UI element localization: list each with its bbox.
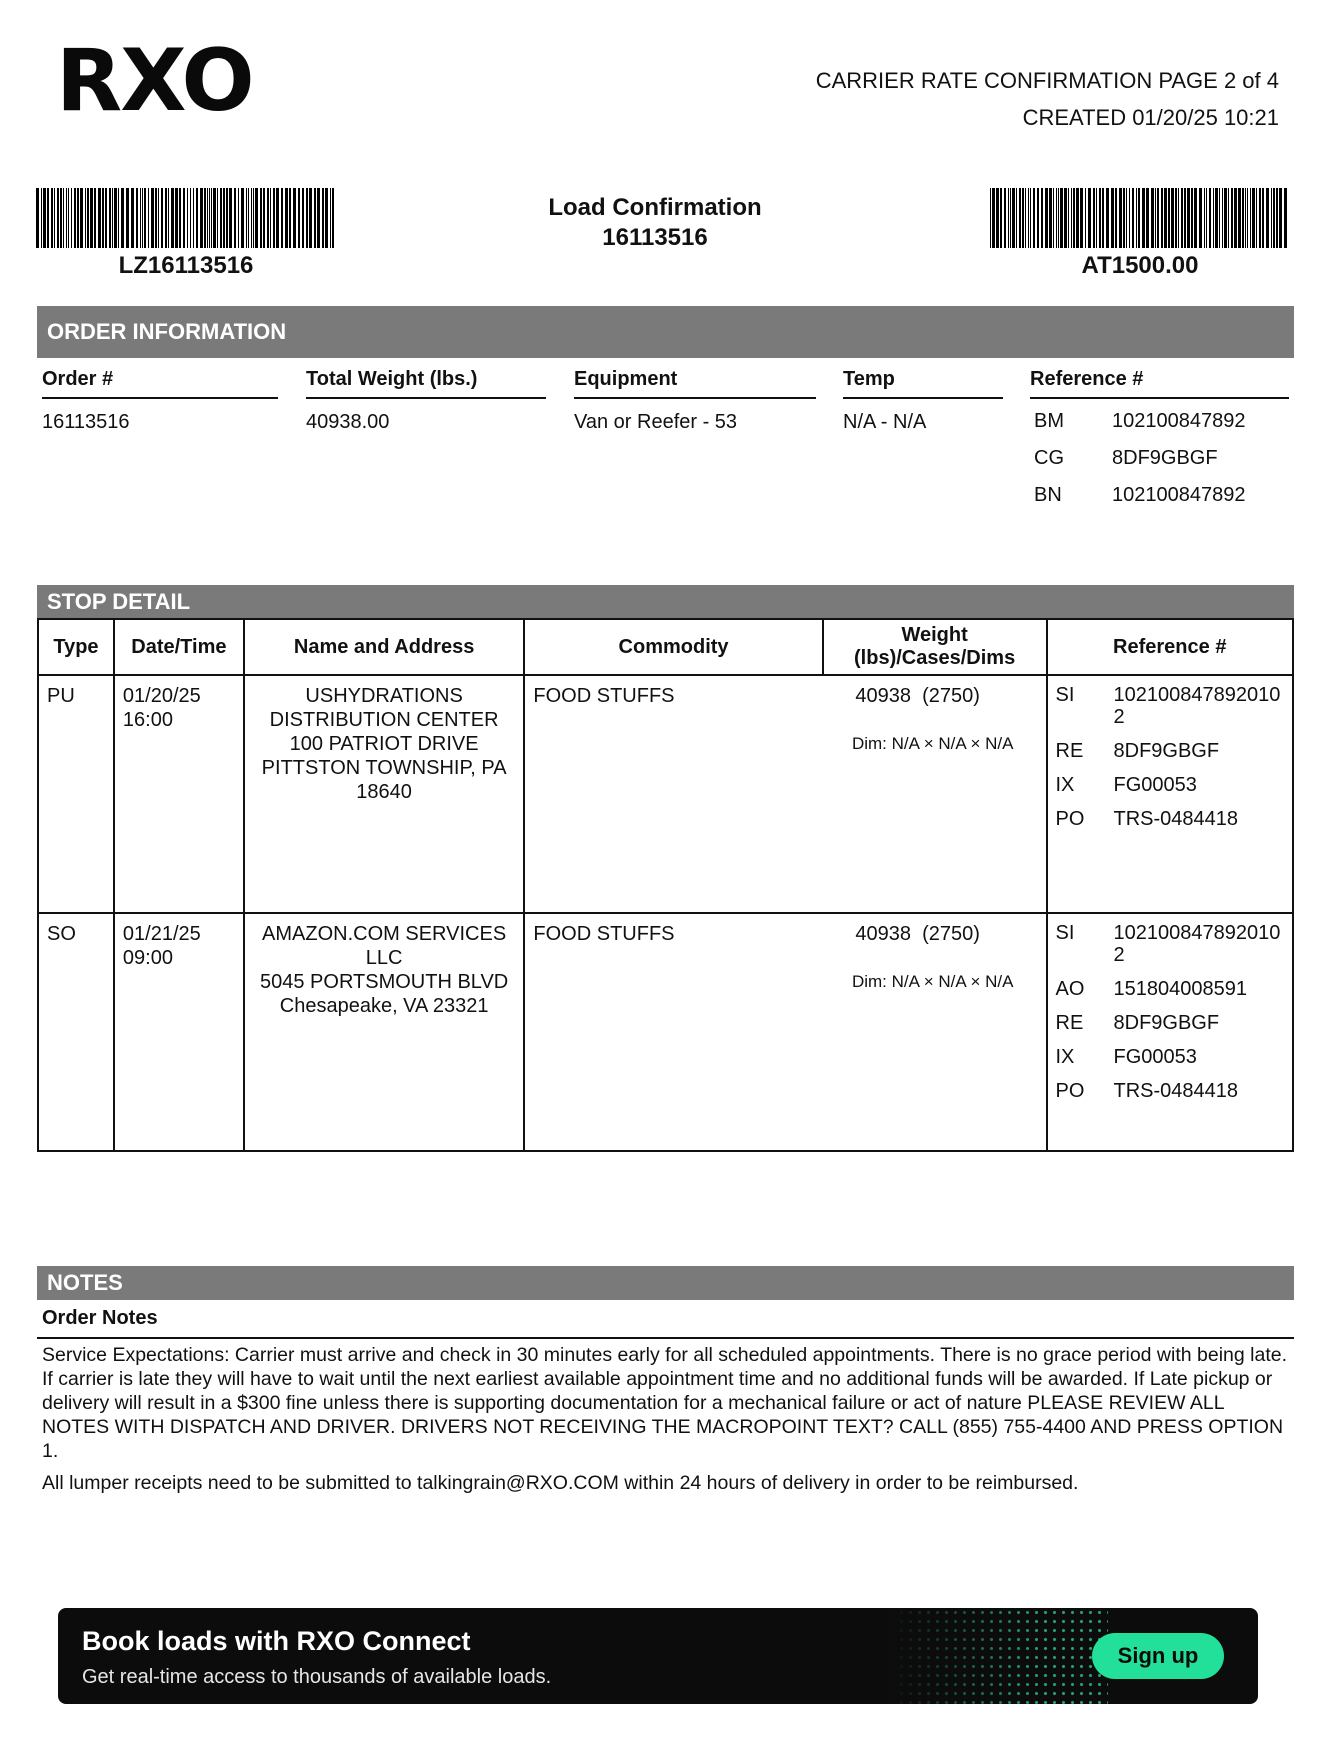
order-notes-label: Order Notes bbox=[42, 1307, 158, 1329]
equipment-column bbox=[574, 368, 816, 434]
notes-paragraph: All lumper receipts need to be submitted to talkingrain@RXO.COM within 24 hours of delivery in order to be reimbursed. bbox=[42, 1472, 1079, 1494]
temp-column bbox=[843, 368, 1003, 434]
stop-name-address bbox=[244, 675, 525, 913]
order-number-header: Order # bbox=[42, 368, 278, 399]
page-title: CARRIER RATE CONFIRMATION PAGE 2 of 4 bbox=[815, 68, 1279, 93]
order-notes-text bbox=[42, 1343, 1292, 1503]
reference-value: 1021008478920102 bbox=[1113, 684, 1281, 728]
sign-up-button[interactable]: Sign up bbox=[1092, 1633, 1224, 1679]
address-line: Chesapeake, VA 23321 bbox=[279, 995, 489, 1017]
col-header-weight bbox=[823, 619, 1047, 675]
reference-value: 1021008478920102 bbox=[1113, 922, 1281, 966]
stop-date: 01/21/25 bbox=[122, 923, 201, 945]
order-reference-row bbox=[1030, 477, 1289, 514]
stop-time: 16:00 bbox=[122, 709, 173, 731]
notes-bar: NOTES bbox=[37, 1266, 1294, 1300]
stop-weight: 40938 (2750) bbox=[855, 685, 980, 707]
address-line: AMAZON.COM SERVICES bbox=[262, 923, 507, 945]
notes-divider bbox=[37, 1337, 1294, 1339]
reference-code: PO bbox=[1055, 1080, 1085, 1102]
reference-code: SI bbox=[1055, 684, 1075, 706]
reference-code: SI bbox=[1055, 922, 1075, 944]
order-number-column bbox=[42, 368, 278, 434]
address-line: LLC bbox=[365, 947, 403, 969]
reference-value: 102100847892 bbox=[1112, 410, 1246, 432]
stop-reference-row bbox=[1056, 1012, 1285, 1034]
stop-reference-row bbox=[1056, 774, 1285, 796]
reference-code: PO bbox=[1055, 808, 1085, 830]
temp-header: Temp bbox=[843, 368, 1003, 399]
rxo-logo bbox=[56, 38, 256, 120]
stop-reference-row bbox=[1056, 1080, 1285, 1102]
order-number-value: 16113516 bbox=[42, 411, 130, 433]
created-timestamp: CREATED 01/20/25 10:21 bbox=[1022, 105, 1279, 130]
address-line: 100 PATRIOT DRIVE bbox=[289, 733, 479, 755]
reference-value: 102100847892 bbox=[1112, 484, 1246, 506]
equipment-value: Van or Reefer - 53 bbox=[574, 411, 738, 433]
stop-reference-row bbox=[1056, 922, 1285, 966]
stop-references bbox=[1047, 675, 1294, 913]
weight-header-line1: Weight bbox=[901, 624, 968, 646]
stop-references bbox=[1047, 913, 1294, 1151]
total-weight-column bbox=[306, 368, 546, 434]
stop-row-pickup bbox=[38, 675, 1293, 913]
reference-value: FG00053 bbox=[1113, 1046, 1197, 1068]
address-line: PITTSTON TOWNSHIP, PA bbox=[261, 757, 507, 779]
stop-row-dropoff bbox=[38, 913, 1293, 1151]
reference-code: BM bbox=[1034, 410, 1064, 432]
banner-dot-pattern bbox=[888, 1608, 1108, 1704]
reference-code: AO bbox=[1055, 978, 1085, 1000]
stop-name-address bbox=[244, 913, 525, 1151]
reference-value: 8DF9GBGF bbox=[1113, 740, 1220, 762]
barcode-left-label: LZ16113516 bbox=[118, 252, 254, 279]
stop-detail-bar: STOP DETAIL bbox=[37, 585, 1294, 618]
address-line: USHYDRATIONS bbox=[305, 685, 463, 707]
col-header-name-address: Name and Address bbox=[244, 619, 525, 675]
rxo-connect-banner bbox=[58, 1608, 1258, 1704]
stop-commodity: FOOD STUFFS bbox=[533, 923, 675, 945]
reference-value: 8DF9GBGF bbox=[1112, 447, 1218, 469]
col-header-type: Type bbox=[38, 619, 114, 675]
stop-reference-row bbox=[1056, 684, 1285, 728]
stop-weight: 40938 (2750) bbox=[855, 923, 980, 945]
reference-value: 8DF9GBGF bbox=[1113, 1012, 1220, 1034]
reference-code: RE bbox=[1055, 740, 1084, 762]
col-header-reference: Reference # bbox=[1047, 619, 1294, 675]
banner-subtitle: Get real-time access to thousands of available loads. bbox=[82, 1666, 552, 1688]
stop-reference-row bbox=[1056, 740, 1285, 762]
col-header-commodity: Commodity bbox=[524, 619, 822, 675]
total-weight-header: Total Weight (lbs.) bbox=[306, 368, 546, 399]
barcode-right-label: AT1500.00 bbox=[1081, 252, 1199, 279]
reference-code: BN bbox=[1034, 484, 1062, 506]
stop-date: 01/20/25 bbox=[122, 685, 201, 707]
stop-commodity-weight bbox=[524, 913, 1046, 1151]
stop-commodity-weight bbox=[524, 675, 1046, 913]
reference-value: FG00053 bbox=[1113, 774, 1197, 796]
stop-dims: Dim: N/A × N/A × N/A bbox=[851, 734, 1014, 753]
total-weight-value: 40938.00 bbox=[306, 411, 390, 433]
equipment-header: Equipment bbox=[574, 368, 816, 399]
barcode-right bbox=[990, 188, 1290, 248]
reference-value: TRS-0484418 bbox=[1113, 1080, 1239, 1102]
reference-code: CG bbox=[1034, 447, 1064, 469]
reference-value: 151804008591 bbox=[1113, 978, 1247, 1000]
stop-detail-table bbox=[37, 618, 1294, 1152]
reference-code: IX bbox=[1055, 1046, 1075, 1068]
banner-title: Book loads with RXO Connect bbox=[82, 1626, 471, 1656]
stop-commodity: FOOD STUFFS bbox=[533, 685, 675, 707]
order-reference-list bbox=[1030, 403, 1289, 514]
order-reference-row bbox=[1030, 440, 1289, 477]
header-meta bbox=[816, 62, 1279, 136]
stop-table-header-row bbox=[38, 619, 1293, 675]
weight-header-line2: (lbs)/Cases/Dims bbox=[854, 647, 1016, 669]
address-line: 5045 PORTSMOUTH BLVD bbox=[260, 971, 509, 993]
stop-datetime bbox=[114, 913, 244, 1151]
temp-value: N/A - N/A bbox=[843, 411, 927, 433]
reference-column bbox=[1030, 368, 1289, 514]
barcode-left bbox=[36, 188, 336, 248]
stop-type: PU bbox=[38, 675, 114, 913]
load-confirmation-number: 16113516 bbox=[602, 224, 708, 251]
reference-code: IX bbox=[1055, 774, 1075, 796]
svg-text:RXO: RXO bbox=[56, 38, 253, 120]
address-line: 18640 bbox=[356, 781, 412, 803]
address-line: DISTRIBUTION CENTER bbox=[269, 709, 499, 731]
stop-datetime bbox=[114, 675, 244, 913]
reference-value: TRS-0484418 bbox=[1113, 808, 1239, 830]
reference-code: RE bbox=[1055, 1012, 1084, 1034]
load-confirmation-heading bbox=[450, 193, 860, 253]
stop-type: SO bbox=[38, 913, 114, 1151]
load-confirmation-title: Load Confirmation bbox=[548, 194, 762, 221]
order-information-bar: ORDER INFORMATION bbox=[37, 306, 1294, 358]
stop-reference-row bbox=[1056, 978, 1285, 1000]
notes-paragraph: Service Expectations: Carrier must arrive and check in 30 minutes early for all scheduled appointments. There is no grace period with being late. If carrier is late they will have to wait until the next earliest available appointment time and no additional funds will be awarded. If Late pickup or delivery will result in a $300 fine unless there is supporting documentation for a mechanical failure or act of nature PLEASE REVIEW ALL NOTES WITH DISPATCH AND DRIVER. DRIVERS NOT RECEIVING THE MACROPOINT TEXT? CALL (855) 755-4400 AND PRESS OPTION 1. bbox=[42, 1344, 1288, 1462]
stop-dims: Dim: N/A × N/A × N/A bbox=[851, 972, 1014, 991]
stop-time: 09:00 bbox=[122, 947, 173, 969]
order-reference-row bbox=[1030, 403, 1289, 440]
reference-header: Reference # bbox=[1030, 368, 1289, 399]
stop-reference-row bbox=[1056, 1046, 1285, 1068]
stop-reference-row bbox=[1056, 808, 1285, 830]
col-header-datetime: Date/Time bbox=[114, 619, 244, 675]
